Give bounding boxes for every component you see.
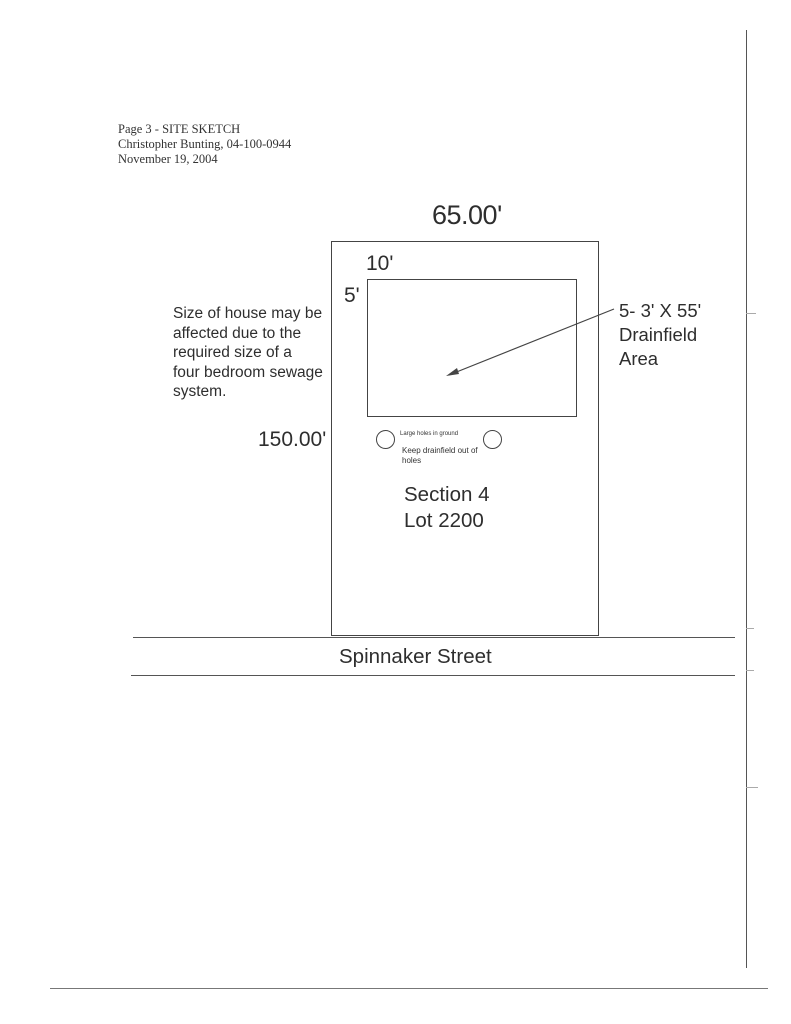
holes-warning — [402, 446, 478, 466]
drainfield-area-rect — [367, 279, 577, 417]
hole-circle-icon — [376, 430, 395, 449]
drainfield-label-line: 5- 3' X 55' — [619, 300, 702, 321]
house-note-line: affected due to the — [173, 324, 302, 342]
page-title: Page 3 - SITE SKETCH — [118, 122, 241, 136]
house-note-line: system. — [173, 383, 227, 400]
document-date: November 19, 2004 — [118, 152, 218, 166]
page-margin-line — [746, 30, 747, 968]
margin-tick — [746, 313, 756, 314]
street-name: Spinnaker Street — [339, 645, 492, 668]
margin-tick — [746, 787, 758, 788]
page-bottom-line — [50, 988, 768, 989]
side-setback-dimension: 10' — [366, 252, 394, 275]
applicant-name-and-id: Christopher Bunting, 04-100-0944 — [118, 137, 292, 151]
holes-note: Large holes in ground — [400, 431, 459, 437]
house-note-line: four bedroom sewage — [173, 363, 323, 381]
street-edge-bottom — [131, 675, 735, 676]
holes-warning-line: Keep drainfield out of — [402, 446, 478, 455]
section-number: Section 4 — [404, 483, 490, 506]
lot-width-dimension: 65.00' — [432, 200, 502, 230]
front-setback-dimension: 5' — [344, 284, 360, 307]
margin-tick — [746, 628, 754, 629]
holes-warning-line: holes — [402, 456, 422, 465]
lot-depth-dimension: 150.00' — [258, 428, 327, 451]
hole-circle-icon — [483, 430, 502, 449]
drainfield-label — [619, 299, 701, 371]
house-note-line: required size of a — [173, 344, 292, 361]
house-size-note — [173, 304, 323, 402]
section-lot-label — [404, 482, 489, 534]
drainfield-label-line: Drainfield — [619, 324, 698, 345]
lot-number: Lot 2200 — [404, 509, 484, 532]
house-note-line: Size of house may be — [173, 305, 323, 322]
street-edge-top — [133, 637, 735, 638]
margin-tick — [746, 670, 754, 671]
document-header — [118, 122, 291, 167]
drainfield-label-line: Area — [619, 348, 659, 369]
